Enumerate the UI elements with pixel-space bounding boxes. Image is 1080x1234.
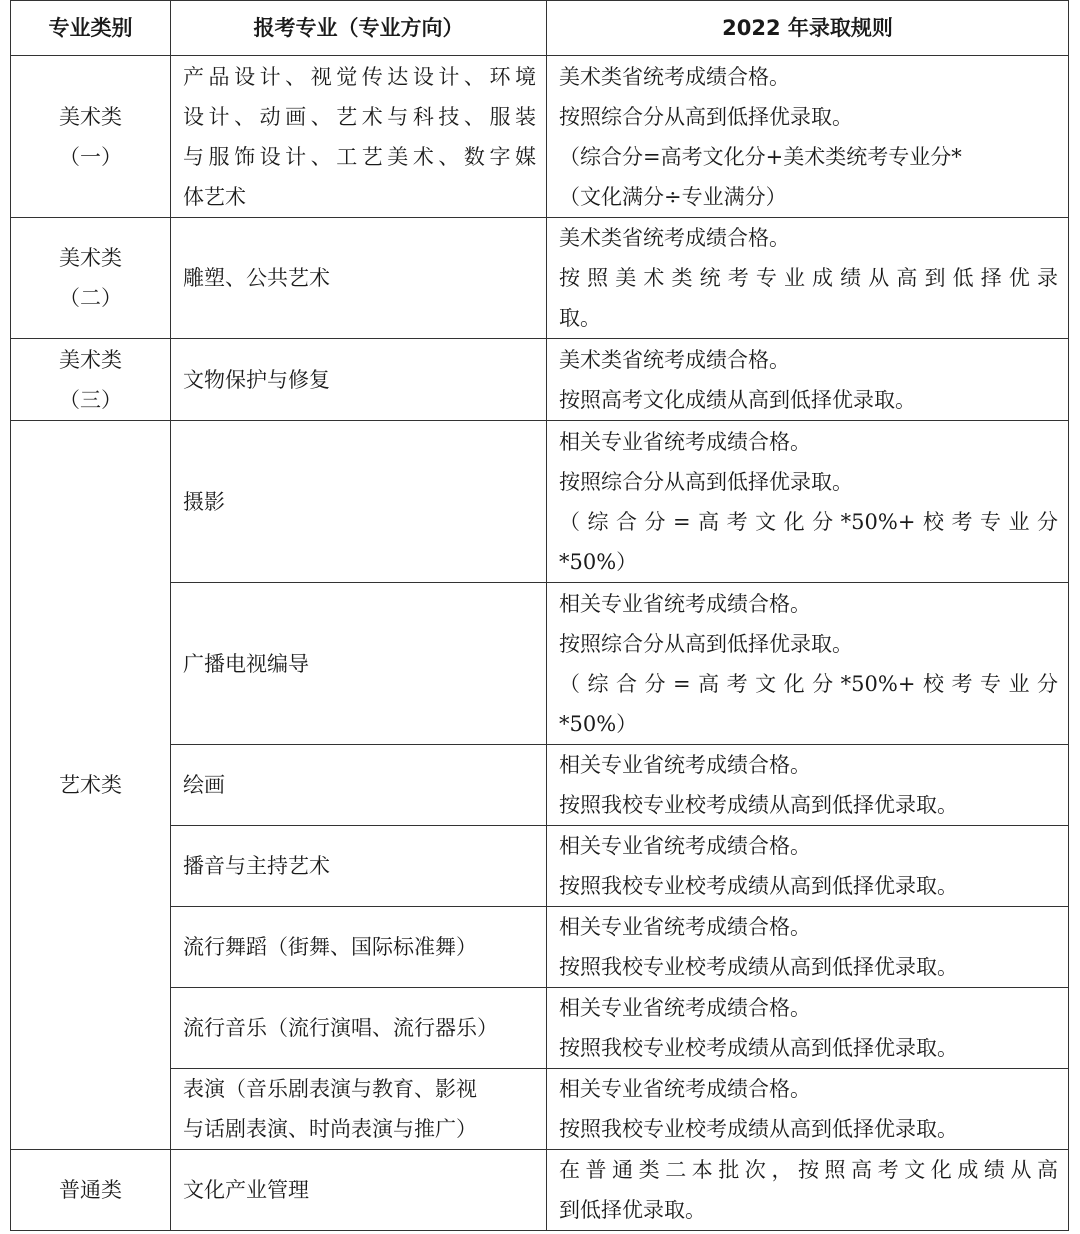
major-text: 雕塑、公共艺术 xyxy=(183,266,330,290)
rule-text: 相关专业省统考成绩合格。 xyxy=(559,753,811,777)
rule-text: 到低择优录取。 xyxy=(559,1198,706,1222)
category-text: 艺术类 xyxy=(59,773,122,797)
table-row xyxy=(11,218,1069,339)
rule-text: 相关专业省统考成绩合格。 xyxy=(559,915,811,939)
rule-text: （综合分=高考文化分*50%+校考专业分 xyxy=(559,671,1058,696)
category-text: 美术类 xyxy=(59,347,122,372)
rule-text: （综合分=高考文化分+美术类统考专业分* xyxy=(559,144,962,169)
category-text: 美术类 xyxy=(59,104,122,129)
major-text: 设计、动画、艺术与科技、服装 xyxy=(183,104,536,129)
major-text: 广播电视编导 xyxy=(183,651,309,676)
major-text: 绘画 xyxy=(183,773,225,797)
rule-text: 按照美术类统考专业成绩从高到低择优录 xyxy=(559,266,1058,290)
major-text: 产品设计、视觉传达设计、环境 xyxy=(183,64,536,89)
rule-text: 按照综合分从高到低择优录取。 xyxy=(559,469,853,494)
category-text: （一） xyxy=(59,144,122,169)
major-text: 摄影 xyxy=(183,489,225,514)
category-cell xyxy=(11,218,171,339)
rule-text: 相关专业省统考成绩合格。 xyxy=(559,834,811,858)
rule-text: 按照综合分从高到低择优录取。 xyxy=(559,104,853,129)
rule-cell xyxy=(547,988,1069,1069)
major-text: 与话剧表演、时尚表演与推广） xyxy=(183,1117,477,1141)
admission-rules-table xyxy=(10,0,1069,1231)
header-rule: 2022 年录取规则 xyxy=(547,1,1069,56)
major-cell xyxy=(171,583,547,745)
rule-text: 相关专业省统考成绩合格。 xyxy=(559,996,811,1020)
major-cell xyxy=(171,826,547,907)
major-text: 流行音乐（流行演唱、流行器乐） xyxy=(183,1016,498,1040)
rule-text: *50%） xyxy=(559,549,638,574)
rule-cell xyxy=(547,745,1069,826)
table-header-row xyxy=(11,1,1069,56)
major-cell xyxy=(171,421,547,583)
rule-text: 按照我校专业校考成绩从高到低择优录取。 xyxy=(559,1036,958,1060)
category-cell xyxy=(11,339,171,421)
table-row xyxy=(11,339,1069,421)
major-text: 文化产业管理 xyxy=(183,1178,309,1202)
rule-text: 美术类省统考成绩合格。 xyxy=(559,64,790,89)
rule-text: 取。 xyxy=(559,306,601,330)
major-cell xyxy=(171,745,547,826)
major-cell xyxy=(171,339,547,421)
rule-cell xyxy=(547,339,1069,421)
major-text: 播音与主持艺术 xyxy=(183,854,330,878)
rule-text: 在普通类二本批次，按照高考文化成绩从高 xyxy=(559,1158,1058,1182)
rule-text: 按照高考文化成绩从高到低择优录取。 xyxy=(559,387,916,412)
rule-cell xyxy=(547,583,1069,745)
rule-text: （综合分=高考文化分*50%+校考专业分 xyxy=(559,509,1058,534)
major-cell xyxy=(171,1150,547,1231)
major-cell xyxy=(171,907,547,988)
rule-text: 相关专业省统考成绩合格。 xyxy=(559,429,811,454)
rule-text: 按照我校专业校考成绩从高到低择优录取。 xyxy=(559,874,958,898)
table-row xyxy=(11,56,1069,218)
rule-text: *50%） xyxy=(559,711,638,736)
rule-cell xyxy=(547,421,1069,583)
category-cell xyxy=(11,421,171,1150)
rule-text: （文化满分÷专业满分） xyxy=(559,184,787,209)
major-text: 体艺术 xyxy=(183,184,246,209)
rule-cell xyxy=(547,1150,1069,1231)
rule-text: 美术类省统考成绩合格。 xyxy=(559,347,790,372)
major-cell xyxy=(171,56,547,218)
table-row xyxy=(11,1150,1069,1231)
major-text: 文物保护与修复 xyxy=(183,367,330,392)
major-cell xyxy=(171,1069,547,1150)
rule-text: 按照我校专业校考成绩从高到低择优录取。 xyxy=(559,1117,958,1141)
rule-text: 相关专业省统考成绩合格。 xyxy=(559,591,811,616)
header-major: 报考专业（专业方向） xyxy=(171,1,547,56)
major-text: 与服饰设计、工艺美术、数字媒 xyxy=(183,144,536,169)
major-cell xyxy=(171,988,547,1069)
rule-text: 相关专业省统考成绩合格。 xyxy=(559,1077,811,1101)
rule-cell xyxy=(547,907,1069,988)
category-text: 普通类 xyxy=(59,1178,122,1202)
category-cell xyxy=(11,1150,171,1231)
rule-cell xyxy=(547,56,1069,218)
category-text: （二） xyxy=(59,286,122,310)
header-category: 专业类别 xyxy=(11,1,171,56)
major-text: 表演（音乐剧表演与教育、影视 xyxy=(183,1077,477,1101)
table-row xyxy=(11,421,1069,583)
rule-text: 按照我校专业校考成绩从高到低择优录取。 xyxy=(559,955,958,979)
rule-text: 美术类省统考成绩合格。 xyxy=(559,226,790,250)
rule-text: 按照综合分从高到低择优录取。 xyxy=(559,631,853,656)
rule-cell xyxy=(547,1069,1069,1150)
rule-text: 按照我校专业校考成绩从高到低择优录取。 xyxy=(559,793,958,817)
rule-cell xyxy=(547,826,1069,907)
category-text: （三） xyxy=(59,387,122,412)
rule-cell xyxy=(547,218,1069,339)
major-cell xyxy=(171,218,547,339)
category-cell xyxy=(11,56,171,218)
major-text: 流行舞蹈（街舞、国际标准舞） xyxy=(183,935,477,959)
category-text: 美术类 xyxy=(59,246,122,270)
